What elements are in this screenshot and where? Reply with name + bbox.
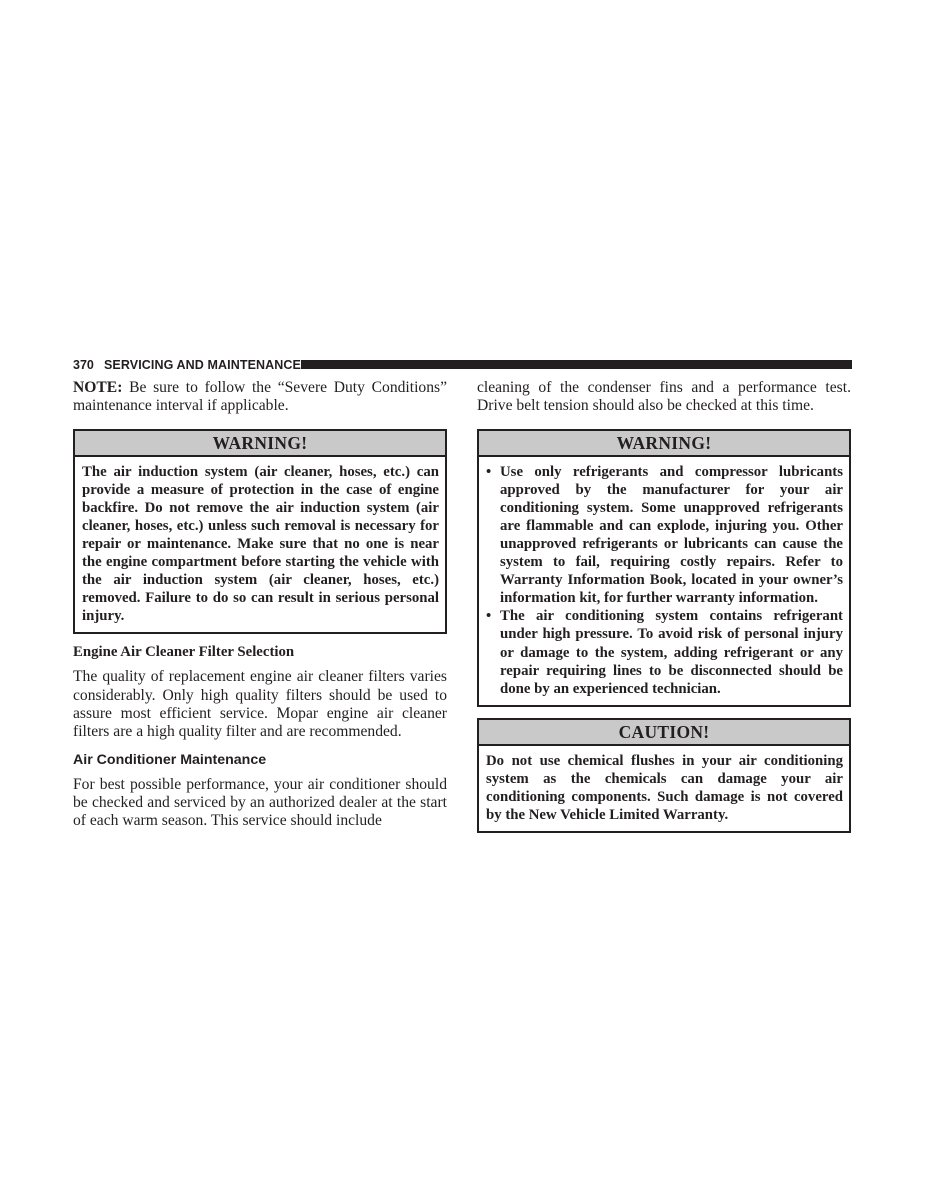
- warning-body: [479, 457, 849, 705]
- header-rule: [301, 360, 852, 369]
- section-title: SERVICING AND MAINTENANCE: [104, 358, 301, 372]
- refrigerant-warning-box: [477, 429, 851, 707]
- warning-bullet-list: [486, 463, 843, 698]
- note-text: Be sure to follow the “Severe Duty Conditions” maintenance interval if applicable.: [73, 379, 447, 415]
- continued-paragraph: cleaning of the condenser fins and a performance test. Drive belt tension should also be checked at this time.: [477, 379, 851, 415]
- filter-selection-paragraph: The quality of replacement engine air cleaner filters varies considerably. Only high quality filters should be used to assure most efficient service. Mopar engine air cleaner filters are a high quality filter and are recommended.: [73, 668, 447, 741]
- caution-text: Do not use chemical flushes in your air conditioning system as the chemicals can damage your air conditioning components. Such damage is not covered by the New Vehicle Limited Warranty.: [486, 752, 843, 824]
- note-paragraph: [73, 379, 447, 416]
- warning-bullet-item: • The air conditioning system contains refrigerant under high pressure. To avoid risk of personal injury or damage to the system, adding refrigerant or any repair requiring lines to be disconnected should be done by an experienced technician.: [486, 607, 843, 697]
- ac-maintenance-heading: Air Conditioner Maintenance: [73, 751, 267, 768]
- left-column: [73, 378, 447, 831]
- note-label: NOTE:: [73, 379, 123, 396]
- filter-selection-heading: Engine Air Cleaner Filter Selection: [73, 644, 295, 661]
- page-number: 370: [73, 358, 94, 372]
- warning-bullet-item: • Use only refrigerants and compressor lubricants approved by the manufacturer for your air conditioning system. Some unapproved refrigerants are flammable and can explode, injuring you. Other unapproved refrigerants or lubricants can cause the system to fail, requiring costly repairs. Refer to Warranty Information Book, located in your owner’s information kit, for further warranty information.: [486, 463, 843, 608]
- warning-title: WARNING!: [479, 431, 849, 457]
- chemical-flush-caution-box: [477, 718, 851, 833]
- ac-maintenance-paragraph: For best possible performance, your air conditioner should be checked and serviced by an authorized dealer at the start of each warm season. This service should include: [73, 775, 447, 830]
- warning-text: The air induction system (air cleaner, hoses, etc.) can provide a measure of protection in the case of engine backfire. Do not remove the air induction system (air cleaner, hoses, etc.) unless such removal is necessary for repair or maintenance. Make sure that no one is near the engine compartment before starting the vehicle with the air induction system (air cleaner, hoses, etc.) removed. Failure to do so can result in serious personal injury.: [82, 463, 439, 625]
- right-column: [477, 378, 851, 833]
- caution-title: CAUTION!: [479, 720, 849, 746]
- warning-title: WARNING!: [75, 431, 445, 457]
- air-induction-warning-box: [73, 429, 447, 635]
- page-header: [73, 357, 852, 373]
